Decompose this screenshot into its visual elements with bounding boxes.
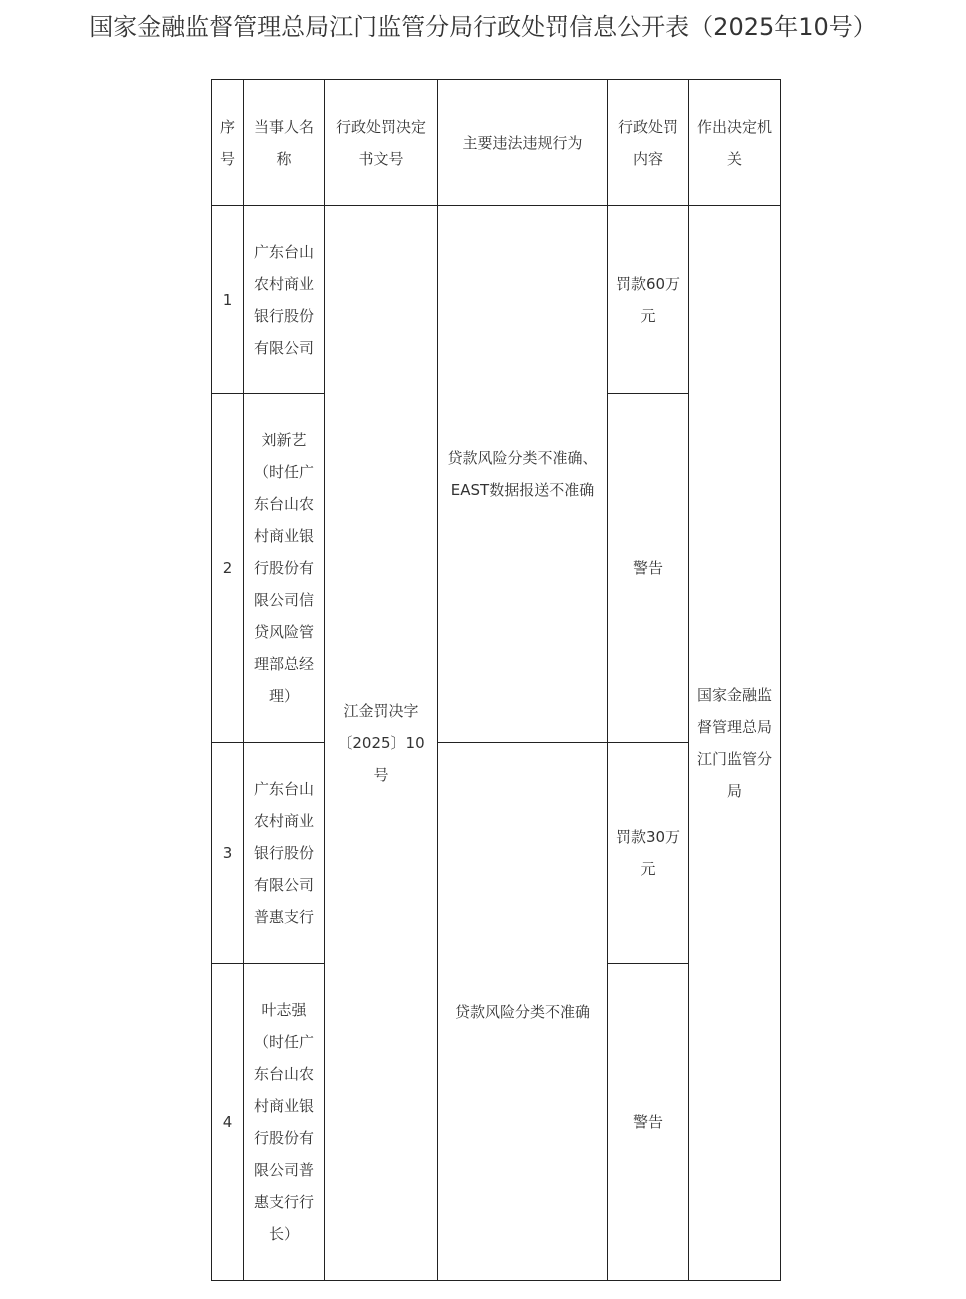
violation-cell: 贷款风险分类不准确 xyxy=(438,743,608,1281)
header-seq: 序号 xyxy=(212,80,244,206)
authority-cell: 国家金融监督管理总局江门监管分局 xyxy=(689,206,781,1281)
row-penalty: 罚款60万元 xyxy=(608,206,689,394)
page-title: 国家金融监督管理总局江门监管分局行政处罚信息公开表（2025年10号） xyxy=(89,13,877,41)
row-seq: 4 xyxy=(212,964,244,1281)
row-seq: 3 xyxy=(212,743,244,964)
table-header-row xyxy=(212,80,781,206)
header-deciding-authority: 作出决定机关 xyxy=(689,80,781,206)
table-row xyxy=(212,206,781,394)
row-penalty: 警告 xyxy=(608,394,689,743)
row-party-name: 广东台山农村商业银行股份有限公司 xyxy=(244,206,325,394)
header-main-violation: 主要违法违规行为 xyxy=(438,80,608,206)
violation-cell: 贷款风险分类不准确、EAST数据报送不准确 xyxy=(438,206,608,743)
penalty-info-table xyxy=(211,79,781,1281)
row-penalty: 罚款30万元 xyxy=(608,743,689,964)
row-seq: 2 xyxy=(212,394,244,743)
row-party-name: 广东台山农村商业银行股份有限公司普惠支行 xyxy=(244,743,325,964)
header-penalty-content: 行政处罚内容 xyxy=(608,80,689,206)
header-party-name: 当事人名称 xyxy=(244,80,325,206)
row-penalty: 警告 xyxy=(608,964,689,1281)
header-decision-number: 行政处罚决定书文号 xyxy=(325,80,438,206)
row-party-name: 叶志强（时任广东台山农村商业银行股份有限公司普惠支行行长） xyxy=(244,964,325,1281)
row-seq: 1 xyxy=(212,206,244,394)
decision-number-cell: 江金罚决字〔2025〕10号 xyxy=(325,206,438,1281)
row-party-name: 刘新艺（时任广东台山农村商业银行股份有限公司信贷风险管理部总经理） xyxy=(244,394,325,743)
